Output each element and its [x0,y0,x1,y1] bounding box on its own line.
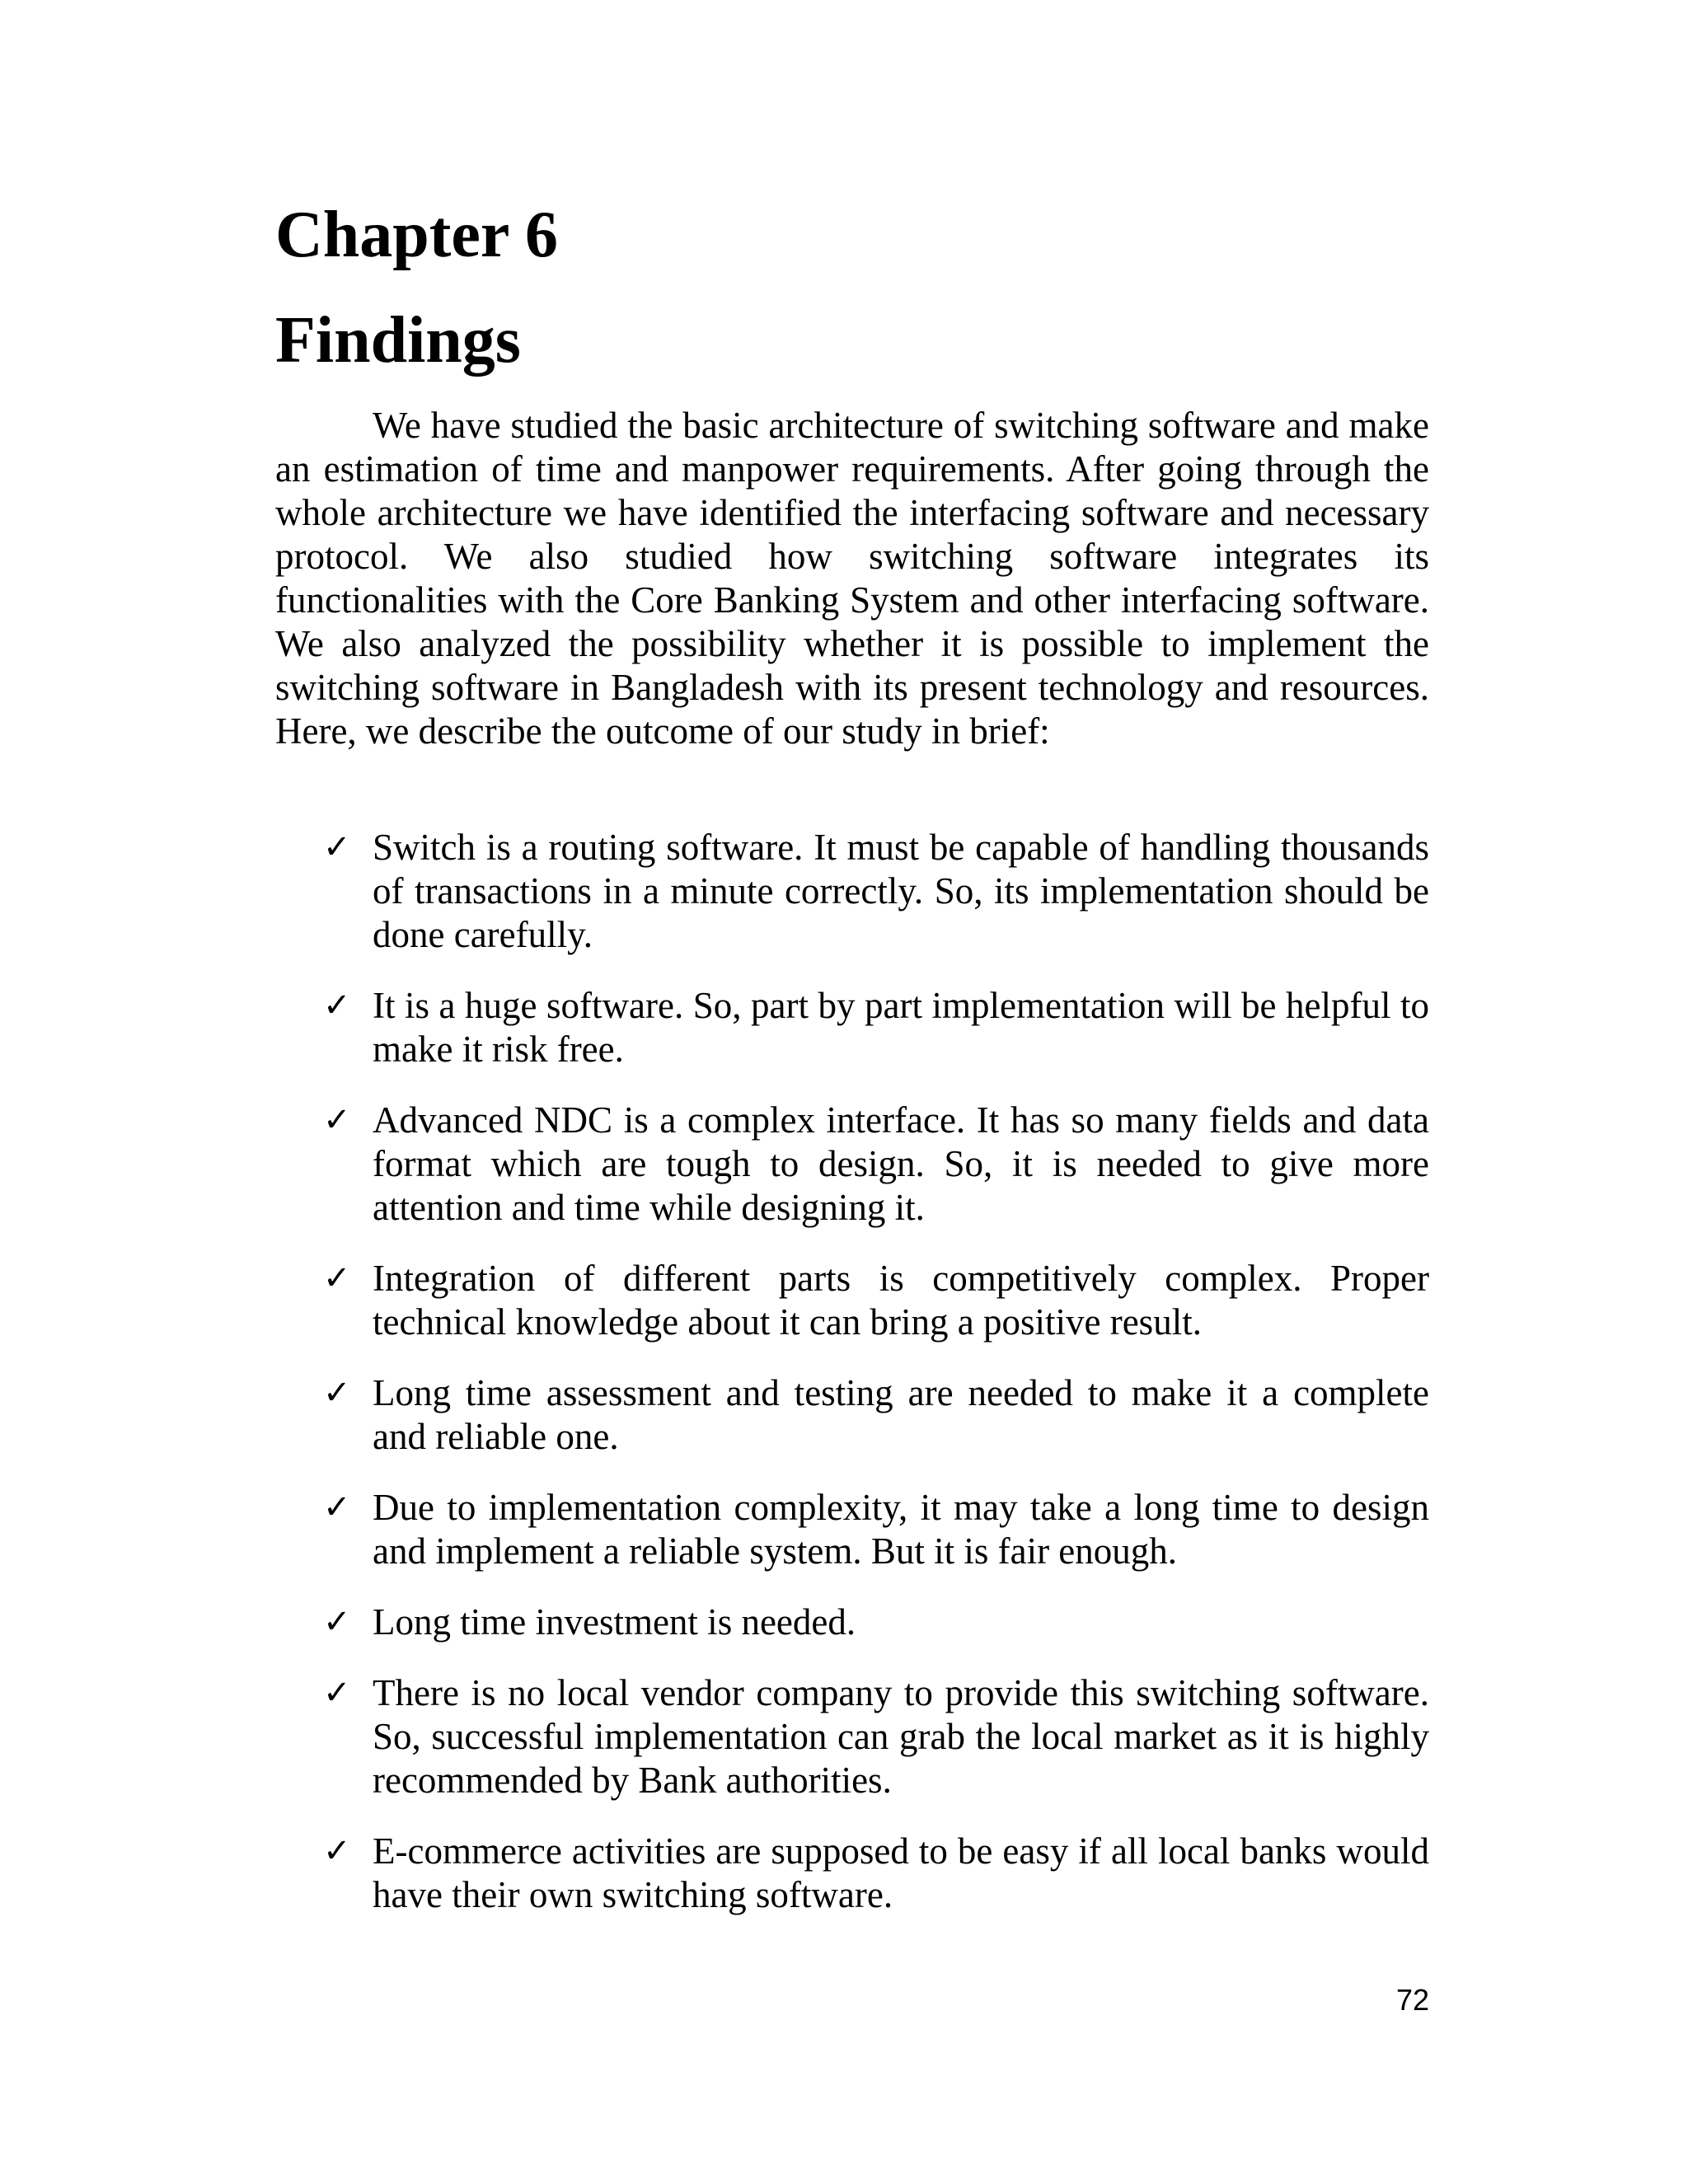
finding-text: Long time assessment and testing are needed to make it a complete and reliable one. [373,1372,1429,1457]
finding-item [323,1601,1429,1644]
chapter-label: Chapter 6 [275,199,558,271]
check-icon: ✓ [323,987,351,1024]
check-icon: ✓ [323,828,351,866]
finding-text: Long time investment is needed. [373,1601,856,1643]
check-icon: ✓ [323,1488,351,1526]
finding-item [323,984,1429,1071]
finding-item [323,1371,1429,1459]
check-icon: ✓ [323,1374,351,1412]
check-icon: ✓ [323,1259,351,1297]
intro-paragraph: We have studied the basic architecture of switching software and make an estimation of time and manpower requirements. After going through the whole architecture we have identified the interfacing software and necessary protocol. We also studied how switching software integrates its functionalities with the Core Banking System and other interfacing software. We also analyzed the possibility whether it is possible to implement the switching software in Bangladesh with its present technology and resources. Here, we describe the outcome of our study in brief: [275,405,1429,752]
page-number: 72 [1395,1983,1429,2017]
finding-item [323,1099,1429,1230]
finding-text: There is no local vendor company to provide this switching software. So, successful implementation can grab the local market as it is highly recommended by Bank authorities. [373,1672,1429,1801]
finding-item [323,826,1429,957]
finding-item [323,1486,1429,1573]
finding-item [323,1830,1429,1917]
finding-text: Due to implementation complexity, it may take a long time to design and implement a reliable system. But it is fair enough. [373,1487,1429,1572]
finding-text: Switch is a routing software. It must be capable of handling thousands of transactions in a minute correctly. So, its implementation should be done carefully. [373,827,1429,955]
check-icon: ✓ [323,1603,351,1641]
finding-item [323,1257,1429,1344]
check-icon: ✓ [323,1674,351,1712]
finding-text: It is a huge software. So, part by part implementation will be helpful to make it risk free. [373,985,1429,1070]
finding-text: E-commerce activities are supposed to be easy if all local banks would have their own switching software. [373,1830,1429,1915]
check-icon: ✓ [323,1101,351,1139]
finding-item [323,1671,1429,1802]
chapter-title: Findings [275,304,521,377]
findings-list [323,826,1429,1944]
check-icon: ✓ [323,1832,351,1870]
finding-text: Integration of different parts is competitively complex. Proper technical knowledge about it can bring a positive result. [373,1258,1429,1343]
finding-text: Advanced NDC is a complex interface. It has so many fields and data format which are tough to design. So, it is needed to give more attention and time while designing it. [373,1099,1429,1228]
